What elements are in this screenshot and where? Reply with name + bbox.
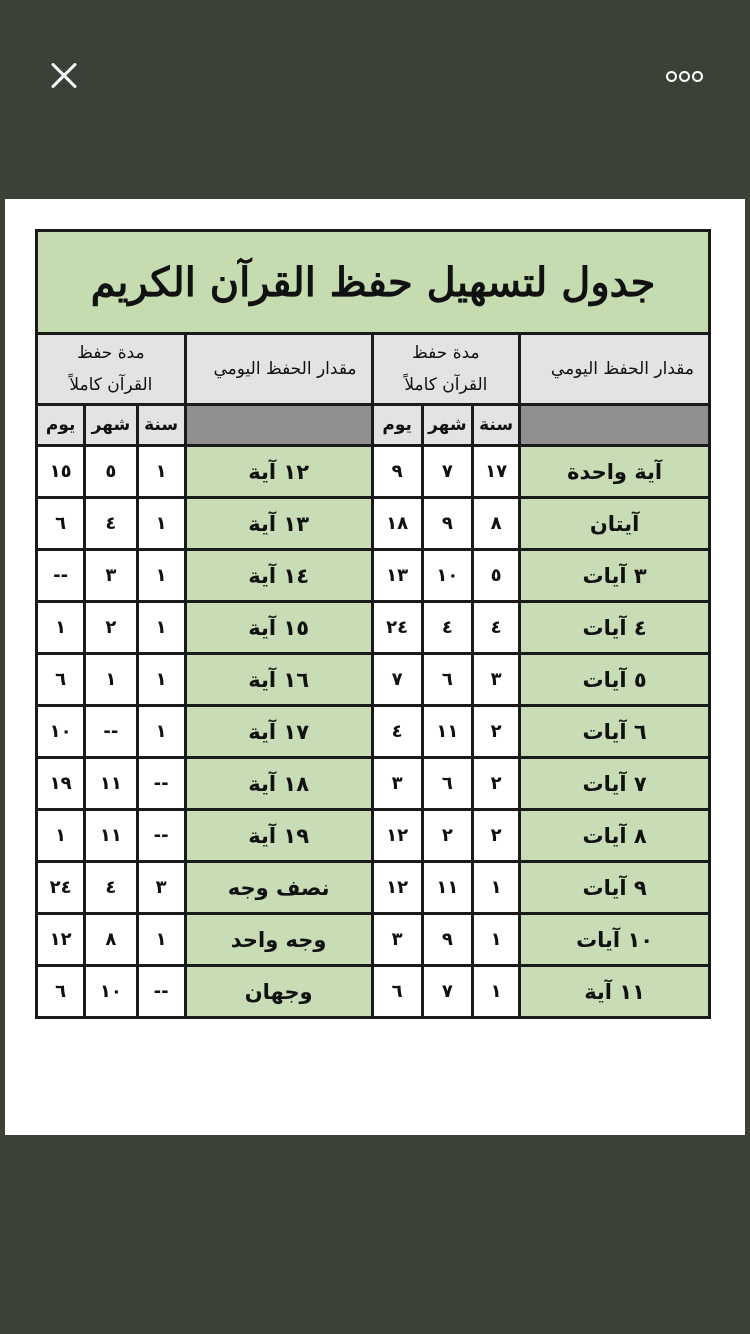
day-cell: ١٢ bbox=[372, 810, 422, 862]
year-cell: ٥ bbox=[472, 550, 519, 602]
month-cell: ١ bbox=[85, 654, 137, 706]
month-cell: ٥ bbox=[85, 446, 137, 498]
daily-amount-cell: وجهان bbox=[185, 966, 372, 1018]
daily-amount-cell: ٤ آيات bbox=[520, 602, 710, 654]
daily-amount-cell: نصف وجه bbox=[185, 862, 372, 914]
year-cell: ٢ bbox=[472, 810, 519, 862]
daily-amount-cell: ١٠ آيات bbox=[520, 914, 710, 966]
month-cell: ٨ bbox=[85, 914, 137, 966]
duration-header-right bbox=[372, 334, 520, 405]
year-header: سنة bbox=[137, 405, 185, 446]
year-header: سنة bbox=[472, 405, 519, 446]
day-cell: ٣ bbox=[372, 914, 422, 966]
day-cell: -- bbox=[37, 550, 85, 602]
daily-amount-cell: ١١ آية bbox=[520, 966, 710, 1018]
daily-amount-cell: ١٧ آية bbox=[185, 706, 372, 758]
year-cell: ٣ bbox=[137, 862, 185, 914]
year-cell: ١ bbox=[137, 498, 185, 550]
year-cell: -- bbox=[137, 758, 185, 810]
month-header: شهر bbox=[85, 405, 137, 446]
day-cell: ١٨ bbox=[372, 498, 422, 550]
table-row bbox=[37, 862, 710, 914]
day-cell: ٦ bbox=[372, 966, 422, 1018]
day-cell: ٧ bbox=[372, 654, 422, 706]
table-row bbox=[37, 758, 710, 810]
daily-amount-header-right: مقدار الحفظ اليومي bbox=[520, 334, 710, 405]
month-cell: ٤ bbox=[422, 602, 472, 654]
daily-amount-cell: ٦ آيات bbox=[520, 706, 710, 758]
table-row bbox=[37, 498, 710, 550]
month-cell: ٧ bbox=[422, 966, 472, 1018]
table-row bbox=[37, 914, 710, 966]
day-cell: ١ bbox=[37, 602, 85, 654]
month-cell: ٣ bbox=[85, 550, 137, 602]
year-cell: ٤ bbox=[472, 602, 519, 654]
duration-header-left bbox=[37, 334, 186, 405]
day-cell: ١٢ bbox=[372, 862, 422, 914]
month-cell: ٧ bbox=[422, 446, 472, 498]
day-header: يوم bbox=[372, 405, 422, 446]
close-icon[interactable] bbox=[44, 56, 84, 96]
month-cell: ٦ bbox=[422, 654, 472, 706]
table-row bbox=[37, 654, 710, 706]
table-row bbox=[37, 810, 710, 862]
more-dots-icon[interactable] bbox=[664, 62, 708, 90]
month-cell: ٤ bbox=[85, 862, 137, 914]
daily-amount-cell: آية واحدة bbox=[520, 446, 710, 498]
month-cell: -- bbox=[85, 706, 137, 758]
day-cell: ١٥ bbox=[37, 446, 85, 498]
year-cell: ١ bbox=[472, 914, 519, 966]
daily-amount-cell: ١٤ آية bbox=[185, 550, 372, 602]
image-sheet bbox=[5, 199, 745, 1135]
month-cell: ٢ bbox=[422, 810, 472, 862]
daily-amount-cell: ١٢ آية bbox=[185, 446, 372, 498]
month-cell: ١٠ bbox=[422, 550, 472, 602]
year-cell: ١ bbox=[472, 862, 519, 914]
day-cell: ٣ bbox=[372, 758, 422, 810]
daily-amount-cell: آيتان bbox=[520, 498, 710, 550]
daily-amount-cell: ٥ آيات bbox=[520, 654, 710, 706]
table-row bbox=[37, 602, 710, 654]
daily-amount-cell: ٣ آيات bbox=[520, 550, 710, 602]
day-cell: ٩ bbox=[372, 446, 422, 498]
memorization-table-wrap bbox=[35, 229, 711, 1019]
year-cell: ٢ bbox=[472, 706, 519, 758]
daily-amount-cell: ١٥ آية bbox=[185, 602, 372, 654]
daily-amount-cell: ٩ آيات bbox=[520, 862, 710, 914]
table-title: جدول لتسهيل حفظ القرآن الكريم bbox=[37, 231, 710, 334]
duration-header-line1: مدة حفظ bbox=[77, 343, 145, 363]
daily-amount-cell: ٨ آيات bbox=[520, 810, 710, 862]
month-cell: ٩ bbox=[422, 914, 472, 966]
duration-header-line2: القرآن كاملاً bbox=[404, 375, 488, 395]
memorization-table bbox=[35, 229, 711, 1019]
viewer-toolbar bbox=[0, 0, 750, 160]
duration-header-line1: مدة حفظ bbox=[412, 343, 480, 363]
table-row bbox=[37, 966, 710, 1018]
table-row bbox=[37, 706, 710, 758]
day-cell: ١٩ bbox=[37, 758, 85, 810]
year-cell: ١ bbox=[137, 550, 185, 602]
daily-amount-cell: وجه واحد bbox=[185, 914, 372, 966]
month-cell: ١١ bbox=[85, 758, 137, 810]
month-cell: ٤ bbox=[85, 498, 137, 550]
daily-amount-cell: ١٣ آية bbox=[185, 498, 372, 550]
day-cell: ١٣ bbox=[372, 550, 422, 602]
year-cell: ١ bbox=[137, 602, 185, 654]
year-cell: ١ bbox=[137, 654, 185, 706]
daily-amount-cell: ٧ آيات bbox=[520, 758, 710, 810]
year-cell: ١٧ bbox=[472, 446, 519, 498]
empty-header-cell-left bbox=[185, 405, 372, 446]
year-cell: ٣ bbox=[472, 654, 519, 706]
month-header: شهر bbox=[422, 405, 472, 446]
month-cell: ١٠ bbox=[85, 966, 137, 1018]
year-cell: ١ bbox=[137, 706, 185, 758]
day-cell: ٦ bbox=[37, 966, 85, 1018]
daily-amount-cell: ١٨ آية bbox=[185, 758, 372, 810]
day-cell: ١٢ bbox=[37, 914, 85, 966]
month-cell: ٢ bbox=[85, 602, 137, 654]
year-cell: ١ bbox=[137, 446, 185, 498]
day-cell: ٦ bbox=[37, 654, 85, 706]
day-cell: ١٠ bbox=[37, 706, 85, 758]
empty-header-cell-right bbox=[520, 405, 710, 446]
daily-amount-header-left: مقدار الحفظ اليومي bbox=[185, 334, 372, 405]
month-cell: ٩ bbox=[422, 498, 472, 550]
day-cell: ٤ bbox=[372, 706, 422, 758]
year-cell: -- bbox=[137, 966, 185, 1018]
day-cell: ١ bbox=[37, 810, 85, 862]
day-header: يوم bbox=[37, 405, 85, 446]
day-cell: ٦ bbox=[37, 498, 85, 550]
day-cell: ٢٤ bbox=[37, 862, 85, 914]
day-cell: ٢٤ bbox=[372, 602, 422, 654]
daily-amount-cell: ١٩ آية bbox=[185, 810, 372, 862]
month-cell: ١١ bbox=[422, 862, 472, 914]
table-row bbox=[37, 550, 710, 602]
month-cell: ١١ bbox=[422, 706, 472, 758]
duration-header-line2: القرآن كاملاً bbox=[69, 375, 153, 395]
year-cell: -- bbox=[137, 810, 185, 862]
daily-amount-cell: ١٦ آية bbox=[185, 654, 372, 706]
year-cell: ٨ bbox=[472, 498, 519, 550]
month-cell: ١١ bbox=[85, 810, 137, 862]
month-cell: ٦ bbox=[422, 758, 472, 810]
year-cell: ١ bbox=[137, 914, 185, 966]
year-cell: ٢ bbox=[472, 758, 519, 810]
table-row bbox=[37, 446, 710, 498]
year-cell: ١ bbox=[472, 966, 519, 1018]
